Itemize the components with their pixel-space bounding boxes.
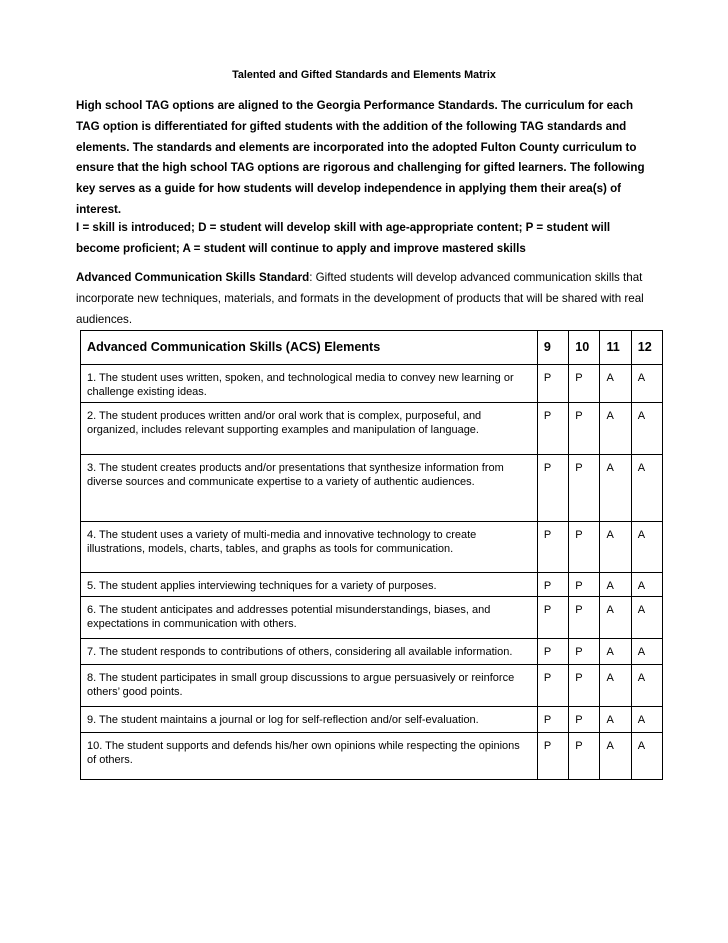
document-title: Talented and Gifted Standards and Elements Matrix [232, 69, 496, 81]
grade-11-cell: A [600, 707, 631, 733]
table-row [81, 733, 663, 780]
grade-11-cell: A [600, 665, 631, 707]
grade-10-cell: P [569, 365, 600, 403]
header-grade-12: 12 [631, 331, 662, 365]
grade-11-cell: A [600, 639, 631, 665]
table-row [81, 707, 663, 733]
table-header-row [81, 331, 663, 365]
element-text: 6. The student anticipates and addresses potential misunderstandings, biases, and expectations in communication with others. [81, 597, 538, 639]
grade-9-cell: P [537, 707, 568, 733]
grade-9-cell: P [537, 665, 568, 707]
grade-10-cell: P [569, 665, 600, 707]
grade-12-cell: A [631, 522, 662, 573]
standard-text: : Gifted students will develop advanced communication skills that incorporate new techniques, materials, and formats in the development of products that will be shared with real audiences. [76, 271, 644, 326]
grade-10-cell: P [569, 639, 600, 665]
table-row [81, 597, 663, 639]
element-text: 7. The student responds to contributions of others, considering all available information. [81, 639, 538, 665]
grade-12-cell: A [631, 707, 662, 733]
grade-11-cell: A [600, 597, 631, 639]
grade-12-cell: A [631, 597, 662, 639]
grade-9-cell: P [537, 403, 568, 455]
table-row [81, 455, 663, 522]
grade-11-cell: A [600, 522, 631, 573]
intro-paragraph: High school TAG options are aligned to the Georgia Performance Standards. The curriculum for each TAG option is differentiated for gifted students with the addition of the following TAG standards and elements. The standards and elements are incorporated into the adopted Fulton County curriculum to ensure that the high school TAG options are rigorous and challenging for gifted learners. The following key serves as a guide for how students will develop independence in applying them their area(s) of interest. [76, 99, 645, 216]
grade-9-cell: P [537, 573, 568, 597]
table-row [81, 665, 663, 707]
table-row [81, 573, 663, 597]
grade-10-cell: P [569, 733, 600, 780]
table-row [81, 522, 663, 573]
grade-12-cell: A [631, 665, 662, 707]
grade-12-cell: A [631, 733, 662, 780]
grade-10-cell: P [569, 522, 600, 573]
standard-paragraph [76, 268, 656, 330]
grade-9-cell: P [537, 597, 568, 639]
grade-10-cell: P [569, 707, 600, 733]
elements-matrix-table [80, 330, 663, 780]
element-text: 5. The student applies interviewing techniques for a variety of purposes. [81, 573, 538, 597]
grade-9-cell: P [537, 455, 568, 522]
element-text: 8. The student participates in small group discussions to argue persuasively or reinforce others’ good points. [81, 665, 538, 707]
table-row [81, 365, 663, 403]
grade-10-cell: P [569, 403, 600, 455]
grade-11-cell: A [600, 733, 631, 780]
header-grade-11: 11 [600, 331, 631, 365]
table-row [81, 639, 663, 665]
standard-label: Advanced Communication Skills Standard [76, 271, 310, 284]
element-text: 3. The student creates products and/or presentations that synthesize information from diverse sources and communicate expertise to a variety of authentic audiences. [81, 455, 538, 522]
grade-11-cell: A [600, 573, 631, 597]
element-text: 9. The student maintains a journal or log for self-reflection and/or self-evaluation. [81, 707, 538, 733]
grade-11-cell: A [600, 403, 631, 455]
grade-10-cell: P [569, 573, 600, 597]
grade-10-cell: P [569, 455, 600, 522]
grade-9-cell: P [537, 733, 568, 780]
element-text: 4. The student uses a variety of multi-media and innovative technology to create illustrations, models, charts, tables, and graphs as tools for communication. [81, 522, 538, 573]
header-grade-9: 9 [537, 331, 568, 365]
header-grade-10: 10 [569, 331, 600, 365]
grade-10-cell: P [569, 597, 600, 639]
grade-12-cell: A [631, 573, 662, 597]
grade-12-cell: A [631, 639, 662, 665]
grade-11-cell: A [600, 365, 631, 403]
grade-9-cell: P [537, 639, 568, 665]
grade-12-cell: A [631, 455, 662, 522]
grade-9-cell: P [537, 365, 568, 403]
grade-9-cell: P [537, 522, 568, 573]
grade-12-cell: A [631, 403, 662, 455]
element-text: 1. The student uses written, spoken, and technological media to convey new learning or challenge existing ideas. [81, 365, 538, 403]
key-paragraph: I = skill is introduced; D = student will develop skill with age-appropriate content; P = student will become proficient; A = student will continue to apply and improve mastered skills [76, 221, 611, 255]
element-text: 10. The student supports and defends his/her own opinions while respecting the opinions of others. [81, 733, 538, 780]
element-text: 2. The student produces written and/or oral work that is complex, purposeful, and organized, includes relevant supporting examples and manipulation of language. [81, 403, 538, 455]
header-elements: Advanced Communication Skills (ACS) Elements [81, 331, 538, 365]
grade-12-cell: A [631, 365, 662, 403]
grade-11-cell: A [600, 455, 631, 522]
table-row [81, 403, 663, 455]
